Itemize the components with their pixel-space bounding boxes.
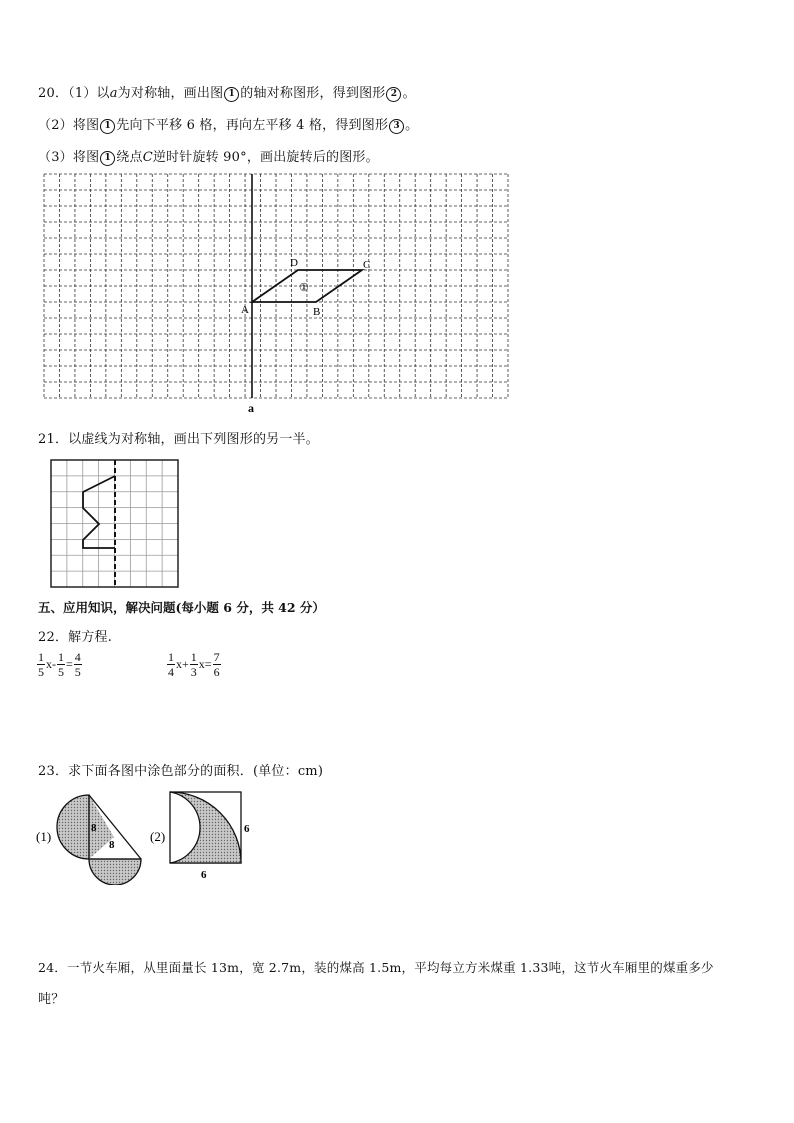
q20-l3-prefix: （3）将图 <box>38 150 100 165</box>
operator: = <box>66 657 73 671</box>
numerator: 1 <box>58 650 64 664</box>
q22-title: 22．解方程. <box>38 630 113 645</box>
fig1-label: (1) <box>36 829 52 844</box>
denominator: 4 <box>168 665 174 679</box>
q20-grid-figure <box>38 170 513 418</box>
q20-l1-var: a <box>109 86 118 101</box>
q20-l1-end: 。 <box>402 86 416 101</box>
q21-text: 21．以虚线为对称轴，画出下列图形的另一半。 <box>38 432 319 447</box>
point-label-a: A <box>241 304 249 316</box>
q23-title: 23．求下面各图中涂色部分的面积．(单位：cm) <box>38 764 324 779</box>
point-label-b: B <box>313 306 321 318</box>
denominator: 3 <box>190 665 197 679</box>
operator: x= <box>198 657 212 671</box>
section5-title: 五、应用知识，解决问题(每小题 6 分，共 42 分） <box>38 600 325 615</box>
numerator: 1 <box>190 650 197 664</box>
circled-number: 1 <box>224 87 239 102</box>
q20-l2-end: 。 <box>405 118 419 133</box>
denominator: 6 <box>213 665 220 679</box>
q20-line1 <box>38 82 416 102</box>
fraction <box>37 650 45 679</box>
fig2-label: (2) <box>150 829 166 844</box>
point-label-c: C <box>363 259 371 271</box>
q23-figures <box>34 785 264 885</box>
q20-line2 <box>38 114 418 134</box>
q20-l2-mid: 先向下平移 6 格，再向左平移 4 格，得到图形 <box>116 118 389 133</box>
numerator: 1 <box>168 650 174 664</box>
denominator: 5 <box>38 665 44 679</box>
fraction <box>74 650 82 679</box>
q24-line1: 24．一节火车厢，从里面量长 13m，宽 2.7m，装的煤高 1.5m，平均每立方米煤重 1.33吨，这节火车厢里的煤重多少 <box>38 960 714 975</box>
q20-l3-end: 逆时针旋转 90°，画出旋转后的图形。 <box>152 150 379 165</box>
operator: x+ <box>176 657 189 671</box>
q24-line2: 吨？ <box>38 992 65 1007</box>
numerator: 4 <box>74 650 81 664</box>
axis-label-a: a <box>248 401 254 415</box>
fig2-dim-side: 6 <box>244 823 250 835</box>
fraction <box>190 650 198 679</box>
q22-equation-2 <box>166 650 222 679</box>
q20-l1-mid: 为对称轴，画出图 <box>117 86 224 101</box>
q20-l1-prefix: 20．（1）以 <box>38 86 110 101</box>
q20-l3-mid: 绕点 <box>116 150 143 165</box>
circled-number: 2 <box>386 87 401 102</box>
numerator: 7 <box>213 650 220 664</box>
operator: x- <box>46 657 56 671</box>
numerator: 1 <box>38 650 44 664</box>
fig2-dim-bottom: 6 <box>201 869 207 881</box>
circled-number: 1 <box>100 119 115 134</box>
fraction <box>167 650 175 679</box>
fraction <box>57 650 65 679</box>
circled-number: 3 <box>389 119 404 134</box>
q20-l2-prefix: （2）将图 <box>38 118 100 133</box>
denominator: 5 <box>58 665 64 679</box>
q22-equation-1 <box>36 650 83 679</box>
q20-l1-mid2: 的轴对称图形，得到图形 <box>240 86 386 101</box>
q20-l3-var: C <box>142 150 153 165</box>
fig1-upper-semicircle <box>57 795 89 859</box>
fig1-dim-horizontal: 8 <box>109 839 115 851</box>
point-label-d: D <box>290 257 298 269</box>
q20-line3 <box>38 146 379 166</box>
fig1-lower-semicircle <box>89 859 141 885</box>
q21-grid-figure <box>50 459 180 589</box>
denominator: 5 <box>74 665 81 679</box>
fig1-dim-vertical: 8 <box>91 822 97 834</box>
fraction <box>213 650 221 679</box>
circled-number: 1 <box>100 151 115 166</box>
shape-label-1: ① <box>299 282 309 294</box>
